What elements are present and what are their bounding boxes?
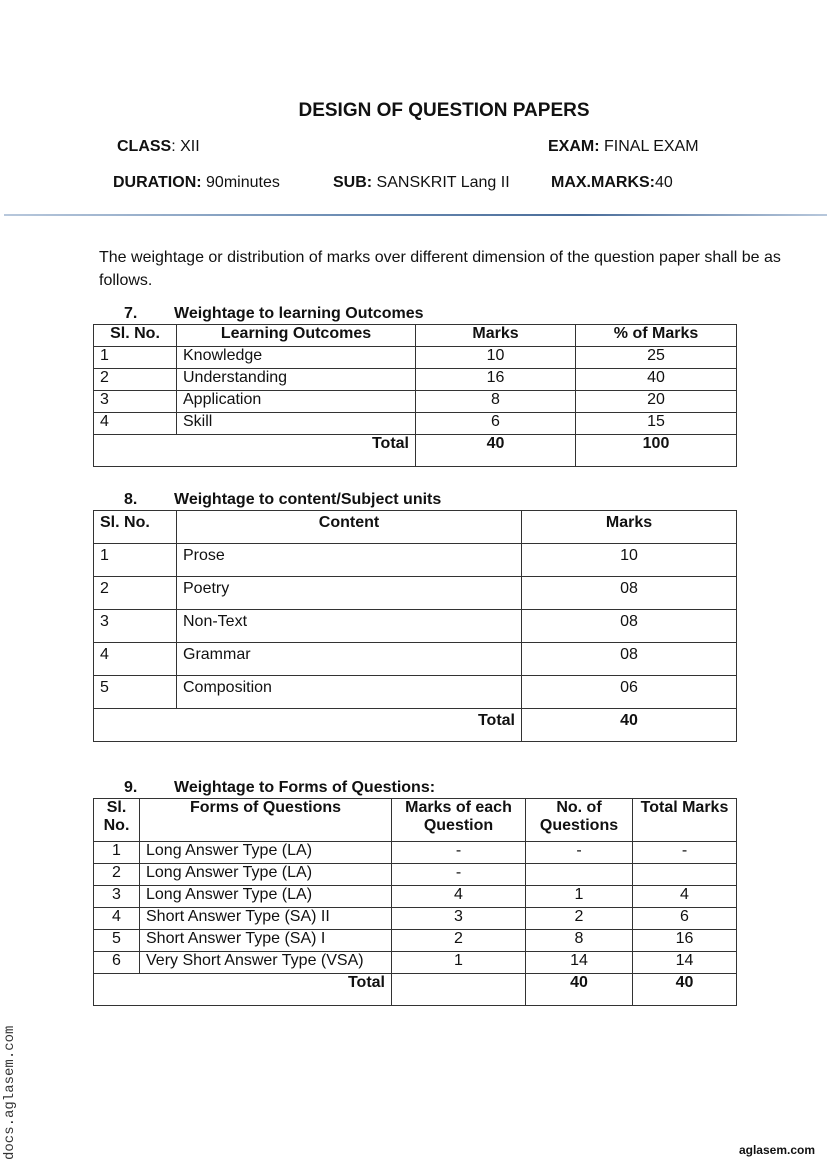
cell: 5 <box>94 930 140 952</box>
exam-value: FINAL EXAM <box>599 138 699 155</box>
section-7-heading <box>124 305 424 323</box>
table-row <box>94 864 737 886</box>
watermark: docs.aglasem.com <box>2 1025 18 1160</box>
table-row <box>94 643 737 676</box>
total-marks: 40 <box>522 709 737 742</box>
cell: 3 <box>94 610 177 643</box>
header-divider <box>4 214 827 216</box>
cell: 25 <box>576 347 737 369</box>
header-cell: Marks <box>522 511 737 544</box>
max-marks-value: 40 <box>655 174 673 191</box>
total-label: Total <box>94 435 416 467</box>
table-row <box>94 930 737 952</box>
header-cell: % of Marks <box>576 325 737 347</box>
cell: 40 <box>576 369 737 391</box>
header-cell: Total Marks <box>633 799 737 842</box>
cell: 3 <box>94 391 177 413</box>
cell: 14 <box>633 952 737 974</box>
cell: Short Answer Type (SA) II <box>140 908 392 930</box>
intro-paragraph: The weightage or distribution of marks over different dimension of the question paper shall be as follows. <box>99 249 781 289</box>
table-row <box>94 886 737 908</box>
cell: Composition <box>177 676 522 709</box>
table-header-row <box>94 325 737 347</box>
cell: Non-Text <box>177 610 522 643</box>
cell: Grammar <box>177 643 522 676</box>
content-units-table <box>93 510 737 742</box>
table-row <box>94 347 737 369</box>
cell: Long Answer Type (LA) <box>140 886 392 908</box>
cell: 14 <box>526 952 633 974</box>
page-title: DESIGN OF QUESTION PAPERS <box>298 100 590 121</box>
cell: 08 <box>522 643 737 676</box>
cell: 1 <box>94 544 177 577</box>
cell: 4 <box>392 886 526 908</box>
table-row <box>94 413 737 435</box>
header-cell: Marks of each Question <box>392 799 526 842</box>
learning-outcomes-table <box>93 324 737 467</box>
total-cell <box>392 974 526 1006</box>
table-row <box>94 610 737 643</box>
header-cell: Sl. No. <box>94 511 177 544</box>
duration-value: 90minutes <box>201 174 280 191</box>
section-number: 7. <box>124 305 138 322</box>
cell: Understanding <box>177 369 416 391</box>
duration-info <box>113 174 280 192</box>
cell: Knowledge <box>177 347 416 369</box>
section-9-heading <box>124 779 435 797</box>
table-header-row <box>94 511 737 544</box>
cell: 2 <box>94 369 177 391</box>
total-row <box>94 709 737 742</box>
section-8-heading <box>124 491 441 509</box>
duration-label: DURATION: <box>113 174 202 191</box>
cell <box>526 864 633 886</box>
section-number: 8. <box>124 491 138 508</box>
footer-site: aglasem.com <box>738 1143 815 1157</box>
exam-info <box>548 138 699 156</box>
max-marks-label: MAX.MARKS: <box>551 174 655 191</box>
section-title: Weightage to learning Outcomes <box>174 305 424 322</box>
subject-value: SANSKRIT Lang II <box>372 174 510 191</box>
table-row <box>94 369 737 391</box>
section-title: Weightage to content/Subject units <box>174 491 442 508</box>
table-row <box>94 577 737 610</box>
cell: 6 <box>416 413 576 435</box>
cell: 3 <box>94 886 140 908</box>
cell: 6 <box>633 908 737 930</box>
total-marks: 40 <box>416 435 576 467</box>
cell: Very Short Answer Type (VSA) <box>140 952 392 974</box>
section-title: Weightage to Forms of Questions: <box>174 779 436 796</box>
cell: 10 <box>522 544 737 577</box>
section-number: 9. <box>124 779 138 796</box>
header-cell: Content <box>177 511 522 544</box>
subject-info <box>333 174 510 192</box>
cell: 15 <box>576 413 737 435</box>
total-row <box>94 435 737 467</box>
class-info <box>117 138 200 156</box>
cell: Long Answer Type (LA) <box>140 842 392 864</box>
header-cell: Marks <box>416 325 576 347</box>
table-row <box>94 842 737 864</box>
subject-label: SUB: <box>333 174 373 191</box>
cell: Short Answer Type (SA) I <box>140 930 392 952</box>
header-cell: No. of Questions <box>526 799 633 842</box>
cell: 06 <box>522 676 737 709</box>
cell: 4 <box>94 413 177 435</box>
table-header-row <box>94 799 737 842</box>
cell: - <box>392 842 526 864</box>
cell: 2 <box>94 864 140 886</box>
cell: 08 <box>522 610 737 643</box>
cell: 10 <box>416 347 576 369</box>
cell: 4 <box>633 886 737 908</box>
header-cell: Forms of Questions <box>140 799 392 842</box>
table-row <box>94 908 737 930</box>
cell: - <box>526 842 633 864</box>
table-row <box>94 952 737 974</box>
table-row <box>94 391 737 413</box>
cell: 1 <box>526 886 633 908</box>
cell: Poetry <box>177 577 522 610</box>
cell: 16 <box>633 930 737 952</box>
question-forms-table <box>93 798 737 1006</box>
table-row <box>94 676 737 709</box>
cell: 8 <box>526 930 633 952</box>
table-row <box>94 544 737 577</box>
total-label: Total <box>94 974 392 1006</box>
exam-label: EXAM: <box>548 138 600 155</box>
total-marks: 40 <box>633 974 737 1006</box>
cell: 2 <box>526 908 633 930</box>
cell: 2 <box>94 577 177 610</box>
cell: 5 <box>94 676 177 709</box>
cell: 16 <box>416 369 576 391</box>
class-value: : XII <box>171 138 200 155</box>
total-questions: 40 <box>526 974 633 1006</box>
header-cell: Sl. No. <box>94 799 140 842</box>
cell: Prose <box>177 544 522 577</box>
cell: 3 <box>392 908 526 930</box>
cell: 4 <box>94 908 140 930</box>
cell: - <box>392 864 526 886</box>
cell: Application <box>177 391 416 413</box>
cell: 6 <box>94 952 140 974</box>
cell: 2 <box>392 930 526 952</box>
total-label: Total <box>94 709 522 742</box>
cell: 4 <box>94 643 177 676</box>
max-marks-info <box>551 174 673 192</box>
header-cell: Sl. No. <box>94 325 177 347</box>
cell: 8 <box>416 391 576 413</box>
cell: 20 <box>576 391 737 413</box>
cell: Skill <box>177 413 416 435</box>
total-row <box>94 974 737 1006</box>
cell <box>633 864 737 886</box>
class-label: CLASS <box>117 138 172 155</box>
header-cell: Learning Outcomes <box>177 325 416 347</box>
cell: 1 <box>392 952 526 974</box>
cell: 1 <box>94 347 177 369</box>
cell: - <box>633 842 737 864</box>
cell: Long Answer Type (LA) <box>140 864 392 886</box>
total-percent: 100 <box>576 435 737 467</box>
cell: 08 <box>522 577 737 610</box>
cell: 1 <box>94 842 140 864</box>
